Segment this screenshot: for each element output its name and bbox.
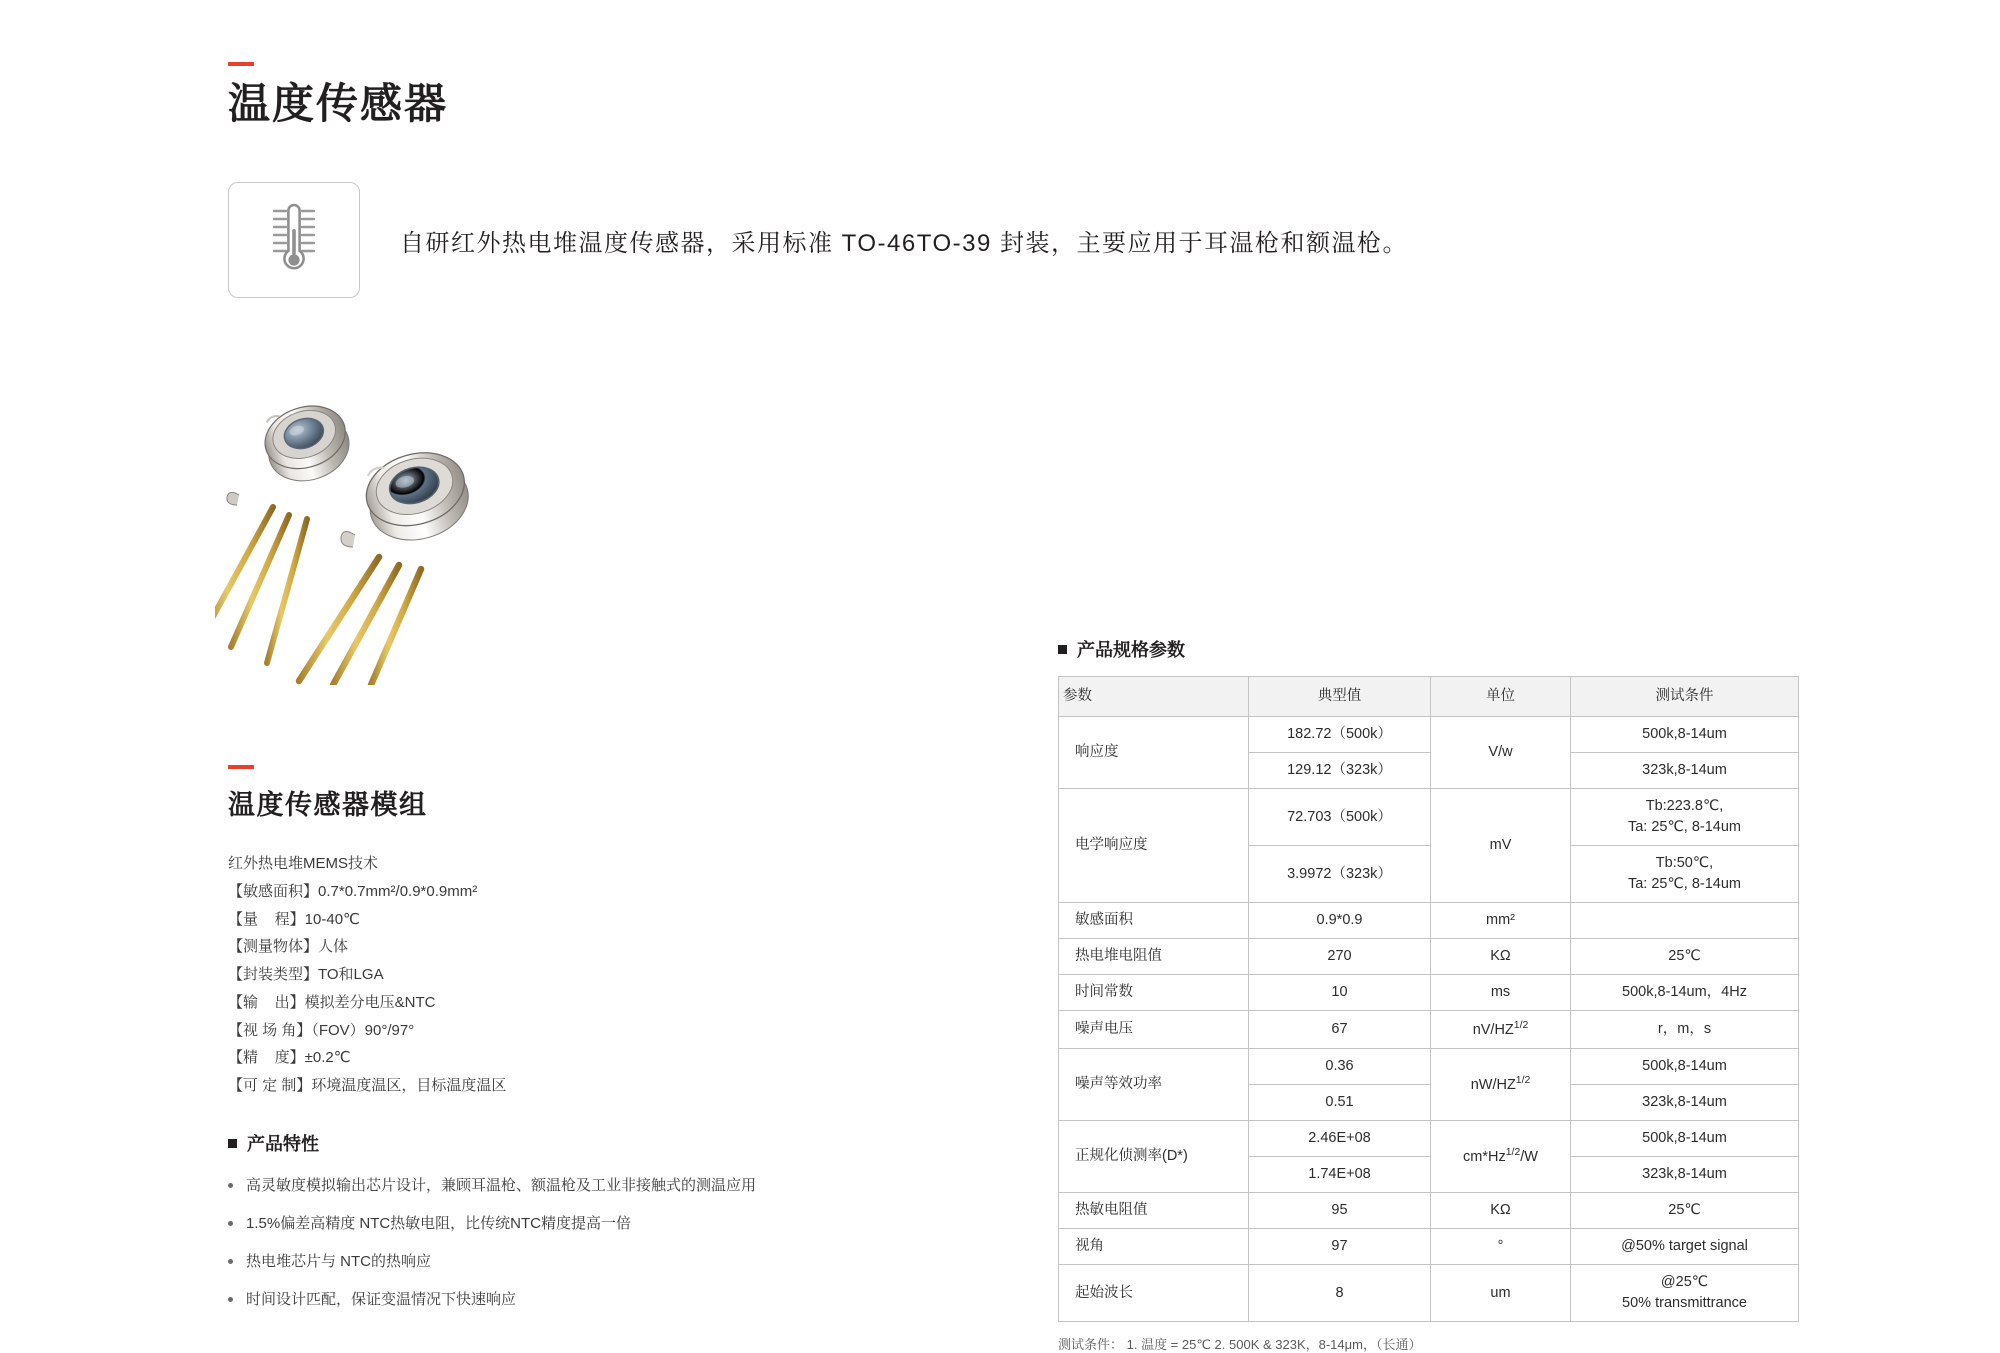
condition-cell: 500k,8-14um，4Hz — [1571, 975, 1799, 1011]
value-cell: 67 — [1249, 1011, 1431, 1049]
param-cell: 时间常数 — [1059, 975, 1249, 1011]
condition-cell: r，m，s — [1571, 1011, 1799, 1049]
condition-cell: 500k,8-14um — [1571, 1121, 1799, 1157]
module-accent-rule — [228, 765, 254, 769]
module-spec-line: 【测量物体】人体 — [228, 938, 349, 956]
unit-cell: ° — [1431, 1229, 1571, 1265]
feature-item: 热电堆芯片与 NTC的热响应 — [228, 1250, 868, 1274]
spec-block — [1058, 636, 1798, 1353]
condition-cell: Tb:50℃, Ta: 25℃, 8-14um — [1571, 846, 1799, 903]
param-cell: 敏感面积 — [1059, 903, 1249, 939]
table-row — [1059, 903, 1799, 939]
table-row — [1059, 975, 1799, 1011]
condition-cell: 25℃ — [1571, 939, 1799, 975]
intro-description: 自研红外热电堆温度传感器，采用标准 TO-46TO-39 封装，主要应用于耳温枪和额温枪。 — [400, 229, 1408, 257]
column-header: 典型值 — [1249, 677, 1431, 717]
table-row — [1059, 1229, 1799, 1265]
unit-cell: V/w — [1431, 717, 1571, 789]
module-technology: 红外热电堆MEMS技术 — [228, 855, 379, 872]
value-cell: 129.12（323k） — [1249, 753, 1431, 789]
feature-item: 时间设计匹配，保证变温情况下快速响应 — [228, 1288, 868, 1312]
table-row — [1059, 1265, 1799, 1322]
unit-cell: $nW/HZ^{1/2}$ — [1431, 1049, 1571, 1121]
feature-item: 1.5%偏差高精度 NTC热敏电阻，比传统NTC精度提高一倍 — [228, 1212, 868, 1236]
table-row — [1059, 717, 1799, 753]
condition-cell: 323k,8-14um — [1571, 1157, 1799, 1193]
spec-table-heading-label: 产品规格参数 — [1077, 640, 1185, 660]
param-cell: 噪声电压 — [1059, 1011, 1249, 1049]
module-spec-list — [228, 878, 788, 1100]
thermometer-icon-card — [228, 182, 360, 298]
value-cell: 182.72（500k） — [1249, 717, 1431, 753]
condition-cell: 25℃ — [1571, 1193, 1799, 1229]
condition-cell: 500k,8-14um — [1571, 717, 1799, 753]
product-photo — [215, 385, 575, 685]
table-row — [1059, 1121, 1799, 1157]
spec-table-note: 测试条件： 1. 温度 = 25℃ 2. 500K & 323K，8-14μm，（长通） — [1058, 1337, 1422, 1353]
value-cell: 97 — [1249, 1229, 1431, 1265]
param-cell: 热电堆电阻值 — [1059, 939, 1249, 975]
unit-cell: um — [1431, 1265, 1571, 1322]
table-header-row — [1059, 677, 1799, 717]
table-row — [1059, 789, 1799, 846]
param-cell: 起始波长 — [1059, 1265, 1249, 1322]
unit-cell: mm² — [1431, 903, 1571, 939]
features-block — [228, 1130, 868, 1326]
condition-cell: 500k,8-14um — [1571, 1049, 1799, 1085]
value-cell: 95 — [1249, 1193, 1431, 1229]
condition-cell: @25℃ 50% transmittrance — [1571, 1265, 1799, 1322]
table-row — [1059, 939, 1799, 975]
features-list — [228, 1174, 868, 1312]
module-spec-line: 【封装类型】TO和LGA — [228, 966, 384, 983]
module-spec-line: 【视 场 角】（FOV）90°/97° — [228, 1021, 415, 1039]
value-cell: 0.9*0.9 — [1249, 903, 1431, 939]
module-spec-line: 【输 出】模拟差分电压&NTC — [228, 993, 436, 1011]
module-spec-line: 【量 程】10-40℃ — [228, 910, 360, 928]
value-cell: 270 — [1249, 939, 1431, 975]
table-row — [1059, 1049, 1799, 1085]
value-cell: 2.46E+08 — [1249, 1121, 1431, 1157]
condition-cell: Tb:223.8℃, Ta: 25℃, 8-14um — [1571, 789, 1799, 846]
value-cell: 0.36 — [1249, 1049, 1431, 1085]
square-bullet-icon — [1058, 645, 1067, 654]
page-title-block — [228, 62, 448, 128]
condition-cell — [1571, 903, 1799, 939]
unit-cell: ms — [1431, 975, 1571, 1011]
value-cell: 3.9972（323k） — [1249, 846, 1431, 903]
features-heading — [228, 1130, 868, 1156]
value-cell: 1.74E+08 — [1249, 1157, 1431, 1193]
title-accent-rule — [228, 62, 254, 66]
param-cell: 正规化侦测率(D*) — [1059, 1121, 1249, 1193]
unit-cell: KΩ — [1431, 1193, 1571, 1229]
spec-table — [1058, 676, 1799, 1322]
value-cell: 10 — [1249, 975, 1431, 1011]
unit-cell: $nV/HZ^{1/2}$ — [1431, 1011, 1571, 1049]
feature-item: 高灵敏度模拟输出芯片设计，兼顾耳温枪、额温枪及工业非接触式的测温应用 — [228, 1174, 868, 1198]
column-header: 参数 — [1059, 677, 1249, 717]
module-block — [228, 765, 788, 1100]
module-spec-line: 【可 定 制】环境温度温区，目标温度温区 — [228, 1077, 507, 1094]
unit-cell: mV — [1431, 789, 1571, 903]
module-spec-line: 【敏感面积】0.7*0.7mm²/0.9*0.9mm² — [228, 882, 478, 900]
param-cell: 视角 — [1059, 1229, 1249, 1265]
value-cell: 72.703（500k） — [1249, 789, 1431, 846]
spec-table-heading — [1058, 636, 1798, 662]
table-row — [1059, 1193, 1799, 1229]
param-cell: 响应度 — [1059, 717, 1249, 789]
column-header: 测试条件 — [1571, 677, 1799, 717]
condition-cell: 323k,8-14um — [1571, 753, 1799, 789]
condition-cell: 323k,8-14um — [1571, 1085, 1799, 1121]
unit-cell: KΩ — [1431, 939, 1571, 975]
module-title: 温度传感器模组 — [228, 790, 428, 820]
param-cell: 热敏电阻值 — [1059, 1193, 1249, 1229]
unit-cell: $cm*Hz^{1/2}/W$ — [1431, 1121, 1571, 1193]
param-cell: 电学响应度 — [1059, 789, 1249, 903]
column-header: 单位 — [1431, 677, 1571, 717]
features-heading-label: 产品特性 — [247, 1134, 319, 1154]
intro-row — [228, 182, 1408, 298]
square-bullet-icon — [228, 1139, 237, 1148]
value-cell: 0.51 — [1249, 1085, 1431, 1121]
table-row — [1059, 1011, 1799, 1049]
module-spec-line: 【精 度】±0.2℃ — [228, 1049, 351, 1067]
condition-cell: @50% target signal — [1571, 1229, 1799, 1265]
thermometer-icon — [258, 199, 330, 282]
page-title: 温度传感器 — [228, 80, 449, 127]
param-cell: 噪声等效功率 — [1059, 1049, 1249, 1121]
value-cell: 8 — [1249, 1265, 1431, 1322]
